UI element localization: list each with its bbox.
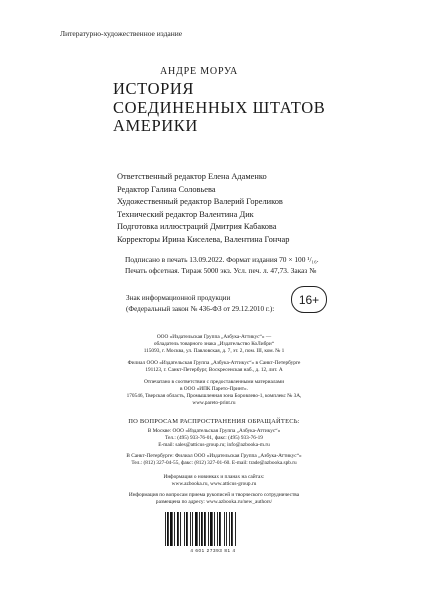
news-line: www.azbooka.ru, www.atticus-group.ru (171, 481, 257, 487)
staff-line: Технический редактор Валентина Дик (117, 209, 254, 219)
staff-line: Ответственный редактор Елена Адаменко (117, 172, 267, 181)
moscow-contacts (104, 428, 324, 449)
staff-line: Редактор Галина Соловьева (117, 184, 216, 194)
news-info (104, 474, 324, 488)
print-details (125, 255, 319, 276)
printer-line: www.pareto-print.ru (192, 400, 236, 406)
barcode-number: 4 601 27393 81 4 (190, 548, 236, 553)
publisher-line: обладатель товарного знака „Издательство КоЛибри“ (153, 341, 275, 347)
printer-line: 170546, Тверская область, Промышленная зона Боровлево-1, комплекс № 3А, (126, 393, 302, 399)
contact-line: Тел.: (812) 327-04-55, факс: (812) 327-01-60. E-mail: trade@azbooka.spb.ru (131, 460, 297, 466)
printer-line: в ООО «ИПК Парето-Принт». (179, 386, 249, 392)
contact-line: В Санкт-Петербурге: Филиал ООО «Издательская Группа „Азбука-Аттикус“» (126, 453, 302, 459)
contact-line: В Москве: ООО «Издательская Группа „Азбука-Аттикус“» (147, 428, 281, 434)
print-line: Подписано в печать 13.09.2022. Формат издания 70 × 100 ¹/₁₆. (125, 255, 319, 264)
branch-block (104, 360, 324, 374)
sign-line: Знак информационной продукции (126, 294, 231, 302)
staff-line: Корректоры Ирина Киселева, Валентина Гончар (117, 234, 290, 244)
publisher-line: 115093, г. Москва, ул. Павловская, д. 7, эт. 2, пом. III, ком. № 1 (143, 348, 285, 354)
age-rating-badge: 16+ (291, 286, 327, 313)
publisher-line: ООО «Издательская Группа „Азбука-Аттикус“» — (156, 334, 272, 340)
branch-line: 191123, г. Санкт-Петербург, Воскресенская наб., д. 12, лит. А (145, 367, 283, 373)
publisher-block (104, 334, 324, 355)
title-line: ИСТОРИЯ (113, 79, 194, 98)
print-line: Печать офсетная. Тираж 5000 экз. Усл. печ. л. 47,73. Заказ № (125, 265, 317, 275)
branch-line: Филиал ООО «Издательская Группа „Азбука-Аттикус“» в Санкт-Петербурге (127, 360, 301, 366)
news-line: Информация о новинках и планах на сайтах: (163, 474, 265, 480)
author-name: АНДРЕ МОРУА (160, 66, 239, 77)
sign-line: (Федеральный закон № 436-ФЗ от 29.12.2010 г.): (126, 304, 275, 313)
isbn-barcode (163, 512, 263, 546)
spb-contacts (104, 453, 324, 467)
manuscripts-info (104, 492, 324, 506)
contact-line: Тел.: (495) 933-76-01, факс: (495) 933-76-19 (165, 435, 263, 441)
manuscripts-line: Информация по вопросам приема рукописей и творческого сотрудничества (128, 492, 300, 498)
title-line: АМЕРИКИ (113, 116, 198, 135)
book-title (113, 80, 325, 136)
staff-line: Подготовка иллюстраций Дмитрия Кабакова (117, 222, 277, 232)
printer-block (104, 379, 324, 407)
genre-label: Литературно-художественное издание (60, 29, 183, 38)
title-line: СОЕДИНЕННЫХ ШТАТОВ (113, 97, 326, 117)
manuscripts-line: размещена по адресу: www.azbooka.ru/new_authors/ (155, 499, 273, 505)
distribution-heading: ПО ВОПРОСАМ РАСПРОСТРАНЕНИЯ ОБРАЩАЙТЕСЬ: (128, 418, 300, 425)
information-sign (126, 293, 274, 314)
staff-line: Художественный редактор Валерий Гореликов (117, 197, 283, 207)
contact-line: E-mail: sales@atticus-group.ru; info@azbooka-m.ru (158, 442, 270, 448)
printer-line: Отпечатано в соответствии с предоставленными материалами (143, 379, 285, 385)
editorial-staff (117, 171, 289, 247)
